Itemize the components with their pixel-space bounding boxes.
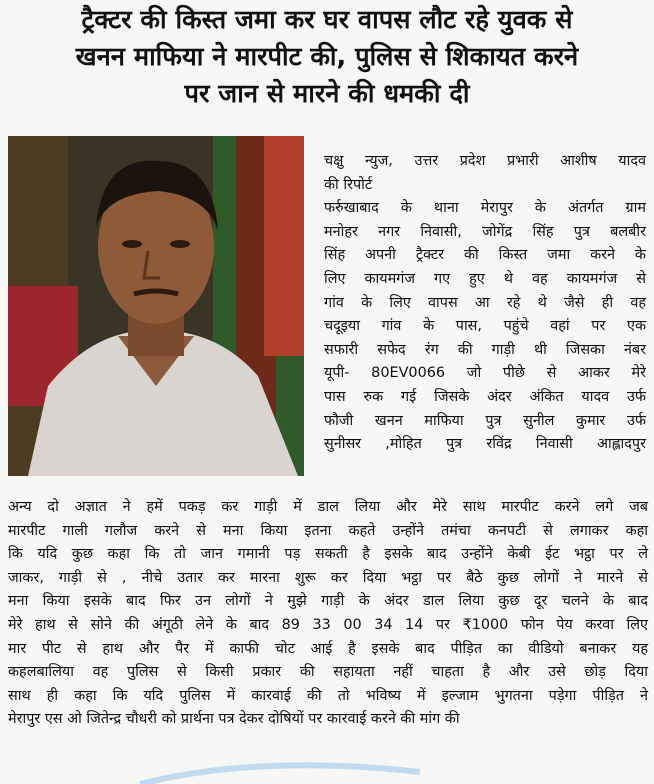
body-line: सिंह अपनी ट्रैक्टर की किस्त जमा करने के	[324, 247, 646, 264]
body-line: साथ ही कहा कि यदि पुलिस में कारवाई की तो भविष्य में इल्जाम भुगतना पड़ेगा पीड़ित ने	[8, 687, 648, 704]
body-line: मारपीट गाली गलौज करने से मना किया इतना कहते उन्होंने तमंचा कनपटी से लगाकर कहा	[8, 522, 648, 539]
body-line: कहलबालिया वह पुलिस से किसी प्रकार की सहायता नहीं चाहता है और उसे छोड़ दिया	[8, 664, 648, 681]
body-line: कि यदि कुछ कहा कि तो जान गमानी पड़ सकती है इसके बाद उन्होंने केबी ईट भट्ठा पर ले	[8, 546, 648, 563]
body-line: चदूइया गांव के पास, पहुंचे वहां पर एक	[324, 318, 646, 335]
headline-line: खनन माफिया ने मारपीट की, पुलिस से शिकायत करने	[75, 42, 579, 72]
decorative-swoosh	[0, 744, 654, 784]
body-line: सुनीसर ,मोहित पुत्र रविंद्र निवासी आह्लादपुर	[324, 436, 646, 453]
body-line: लिए कायमगंज गए हुए थे वह कायमगंज से	[324, 270, 646, 287]
body-line: पास रुक गई जिसके अंदर अंकित यादव उर्फ	[324, 388, 646, 405]
portrait-photo	[8, 136, 304, 476]
body-line: सफारी सफेद रंग की गाड़ी थी जिसका नंबर	[324, 341, 646, 358]
headline-line: ट्रैक्टर की किस्त जमा कर घर वापस लौट रहे युवक से	[81, 5, 573, 35]
body-line: यूपी- 80EV0066 जो पीछे से आकर मेरे	[324, 365, 646, 382]
body-line: मनोहर नगर निवासी, जोगेंद्र सिंह पुत्र बलबीर	[324, 223, 646, 240]
intro-column	[324, 150, 646, 457]
body-line: जाकर, गाड़ी से , नीचे उतार कर मारना शुरू कर दिया भट्ठा पर बैठे कुछ लोगों ने मारने से	[8, 569, 648, 586]
body-line: फर्रुखाबाद के थाना मेरापुर के अंतर्गत ग्राम	[324, 200, 646, 217]
body-line: अन्य दो अज्ञात ने हमें पकड़ कर गाड़ी में डाल लिया और मेरे साथ मारपीट करने लगे जब	[8, 499, 648, 515]
portrait-illustration	[8, 136, 304, 476]
body-line: गांव के लिए वापस आ रहे थे जैसे ही वह	[324, 294, 646, 311]
headline	[8, 2, 646, 113]
headline-line: पर जान से मारने की धमकी दी	[184, 79, 470, 109]
body-line: मना किया इसके बाद फिर उन लोगों ने मुझे गाड़ी के अंदर डाल लिया कुछ दूर चलने के बाद	[8, 593, 648, 610]
body-line: मेरापुर एस ओ जितेन्द्र चौधरी को प्रार्थना पत्र देकर दोषियों पर कारवाई करने की मांग की	[8, 711, 460, 728]
byline: की रिपोर्ट	[324, 176, 373, 193]
body-line: फौजी खनन माफिया पुत्र सुनील कुमार उर्फ	[324, 412, 646, 429]
body-line: मार पीट से हाथ और पैर में काफी चोट आई है इसके बाद पीड़ित का वीडियो बनाकर यह	[8, 640, 648, 657]
byline: चक्षु न्युज, उत्तर प्रदेश प्रभारी आशीष यादव	[324, 153, 646, 169]
body-continuation	[8, 496, 648, 732]
body-line: मेरे हाथ से सोने की अंगूठी लेने के बाद 89 33 00 34 14 पर ₹1000 फोन पेय करवा लिए	[8, 616, 648, 633]
